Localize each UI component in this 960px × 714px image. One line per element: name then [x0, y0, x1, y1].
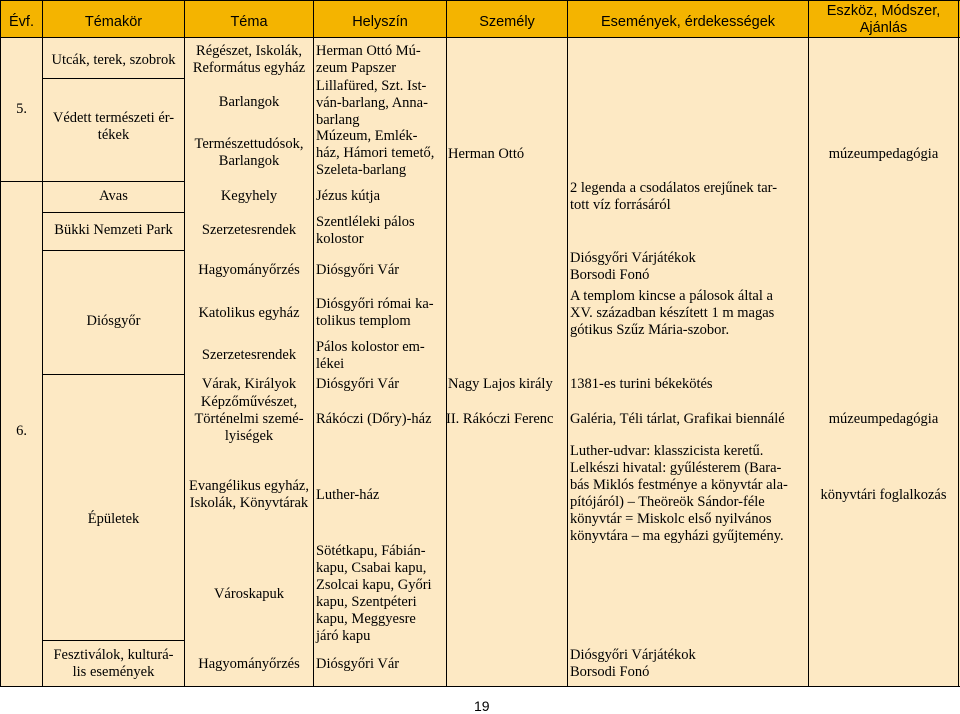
- theme-evangelikus: Evangélikus egyház, Iskolák, Könyvtárak: [189, 478, 309, 511]
- row-sep-year: [0, 181, 43, 182]
- place-sotetkapu: Sötétkapu, Fábián- kapu, Csabai kapu, Zsolcai kapu, Győri kapu, Szentpéteri kapu, Meggyesre járó kapu: [316, 543, 432, 644]
- event-bekekotes: 1381-es turini békekötés: [570, 376, 713, 392]
- topic-bukki: Bükki Nemzeti Park: [54, 222, 173, 238]
- theme-termtud: Természettudósok, Barlangok: [194, 136, 304, 169]
- theme-katolikus: Katolikus egyház: [198, 305, 300, 321]
- header-year: Évf.: [9, 14, 34, 30]
- place-diosgyori-var-1: Diósgyőri Vár: [316, 262, 400, 278]
- col-sep-theme: [313, 0, 314, 687]
- row-sep-vedett: [43, 181, 185, 182]
- place-palos: Pálos kolostor em- lékei: [316, 339, 425, 372]
- theme-kepzo: Képzőművészet, Történelmi szemé- lyiségek: [194, 394, 304, 444]
- theme-szerzetes-1: Szerzetesrendek: [201, 222, 297, 238]
- topic-utcak: Utcák, terek, szobrok: [51, 52, 176, 68]
- topic-epuletek: Épületek: [87, 511, 140, 527]
- event-legenda: 2 legenda a csodálatos erejűnek tar- tott víz forrásáról: [570, 180, 778, 213]
- event-varjatekok-2: Diósgyőri Várjátékok Borsodi Fonó: [570, 647, 696, 680]
- topic-vedett: Védett természeti ér- tékek: [52, 110, 175, 143]
- place-jezus: Jézus kútja: [316, 188, 381, 204]
- place-muzeum: Múzeum, Emlék- ház, Hámori temető, Szeleta-barlang: [316, 128, 435, 178]
- header-person: Személy: [479, 14, 535, 30]
- theme-varak: Várak, Királyok: [201, 376, 297, 392]
- place-szentleleki: Szentléleki pálos kolostor: [316, 214, 415, 247]
- theme-hagyomany-2: Hagyományőrzés: [198, 656, 300, 672]
- row-sep-diosgyor: [43, 374, 185, 375]
- event-galeria: Galéria, Téli tárlat, Grafikai biennálé: [570, 411, 785, 427]
- event-templom-kincse: A templom kincse a pálosok által a XV. században készített 1 m magas gótikus Szűz Mária-szobor.: [570, 288, 775, 338]
- topic-fesztivalok: Fesztiválok, kulturá- lis események: [53, 647, 174, 680]
- col-sep-year: [42, 0, 43, 687]
- theme-regeszet: Régészet, Iskolák, Református egyház: [192, 43, 306, 76]
- place-lillafured: Lillafüred, Szt. Ist- ván-barlang, Anna- barlang: [316, 78, 428, 128]
- tool-konyvtari: könyvtári foglalkozás: [820, 487, 947, 503]
- place-herman: Herman Ottó Mú- zeum Papszer: [316, 43, 421, 76]
- person-rakoczi-ferenc: II. Rákóczi Ferenc: [446, 411, 554, 427]
- place-rakoczi: Rákóczi (Dőry)-ház: [316, 411, 432, 427]
- tool-muzeumpedagogia-2: múzeumpedagógia: [828, 411, 939, 427]
- row-sep-epuletek: [43, 640, 185, 641]
- col-sep-event: [808, 0, 809, 687]
- place-diosgyori-var-3: Diósgyőri Vár: [316, 656, 400, 672]
- bottom-border: [0, 686, 960, 687]
- theme-hagyomany-1: Hagyományőrzés: [198, 262, 300, 278]
- row-sep-avas: [43, 212, 185, 213]
- place-romai: Diósgyőri római ka- tolikus templom: [316, 296, 434, 329]
- col-sep-place: [446, 0, 447, 687]
- tool-muzeumpedagogia-1: múzeumpedagógia: [828, 146, 939, 162]
- person-herman-otto: Herman Ottó: [448, 146, 525, 162]
- row-sep-utcak: [43, 78, 185, 79]
- person-nagy-lajos: Nagy Lajos király: [448, 376, 553, 392]
- place-luther: Luther-ház: [316, 487, 380, 503]
- place-diosgyori-var-2: Diósgyőri Vár: [316, 376, 400, 392]
- topic-diosgyor: Diósgyőr: [86, 313, 141, 329]
- event-varjatekok-1: Diósgyőri Várjátékok Borsodi Fonó: [570, 250, 696, 283]
- right-border: [958, 0, 959, 687]
- header-events: Események, érdekességek: [600, 14, 776, 30]
- header-place: Helyszín: [352, 14, 408, 30]
- row-sep-bukki: [43, 250, 185, 251]
- header-bottom-border: [0, 37, 960, 38]
- header-tools: Eszköz, Módszer, Ajánlás: [826, 3, 941, 36]
- theme-barlangok: Barlangok: [218, 94, 280, 110]
- year-5: 5.: [16, 101, 27, 117]
- top-border: [0, 0, 960, 1]
- theme-szerzetes-2: Szerzetesrendek: [201, 347, 297, 363]
- header-topic: Témakör: [84, 14, 143, 30]
- theme-varoskapuk: Városkapuk: [213, 586, 285, 602]
- event-luther-udvar: Luther-udvar: klasszicista keretű. Lelkészi hivatal: gyűlésterem (Bara- bás Miklós festménye a könyvtár ala- pítójáról) – Theöreök Sándor-féle könyvtár = Miskolc első nyilvános könyvtára – ma egyházi gyűjtemény.: [570, 443, 788, 544]
- page-number: 19: [474, 698, 490, 714]
- topic-avas: Avas: [99, 188, 128, 204]
- col-sep-person: [567, 0, 568, 687]
- theme-kegyhely: Kegyhely: [220, 188, 278, 204]
- year-6: 6.: [16, 423, 27, 439]
- header-theme: Téma: [230, 14, 268, 30]
